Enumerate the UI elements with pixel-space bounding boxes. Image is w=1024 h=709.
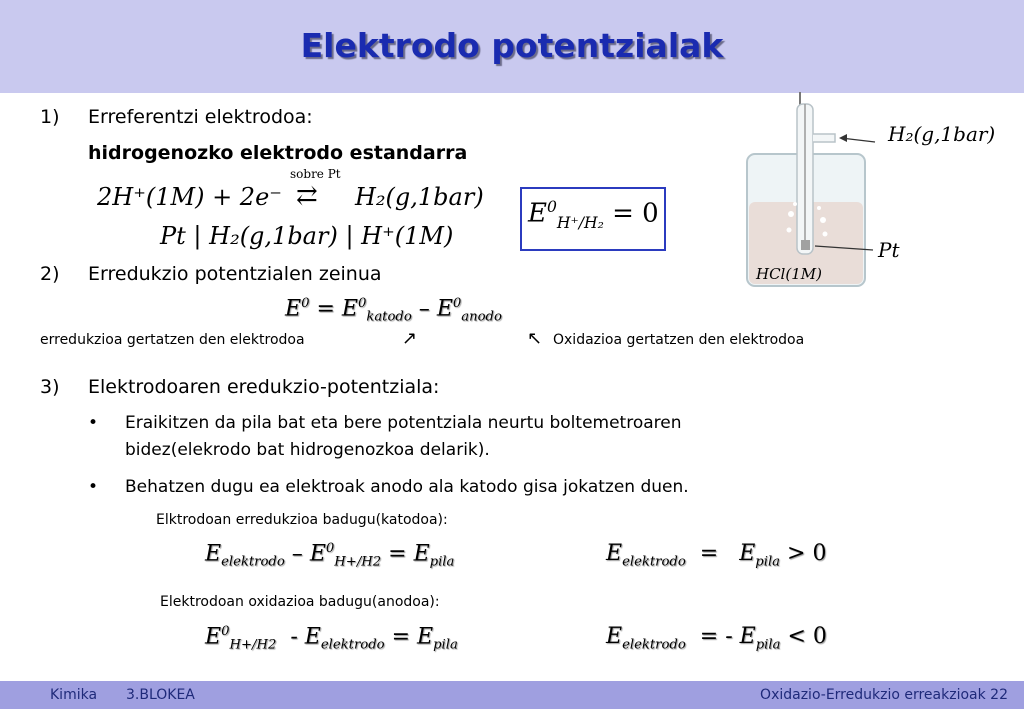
box-equation: $E^0_{H^+/H_2} = 0$ — [528, 198, 659, 232]
anode-note: Oxidazioa gertatzen den elektrodoa — [553, 332, 805, 348]
bullet-icon: • — [88, 477, 99, 497]
slide-title: Elektrodo potentzialak — [300, 26, 724, 65]
section1-number: 1) — [40, 106, 60, 128]
bullet-text-1-cont: bidez(elekrodo bat hidrogenozkoa delarik). — [125, 440, 490, 460]
h2-gas-label: H₂(g,1bar) — [888, 122, 996, 146]
equation-anode-case: $E^0_{H+/H2} - E_{elektrodo} = E_{pila}$ — [205, 624, 458, 653]
cathode-arrow-icon: ↗ — [402, 328, 418, 349]
bullet-text-2: Behatzen dugu ea elektroak anodo ala katodo gisa jokatzen duen. — [125, 477, 689, 497]
section3-label: Elektrodoaren eredukzio-potentziala: — [88, 376, 440, 398]
gas-inlet — [813, 134, 835, 142]
section2-label: Erredukzio potentzialen zeinua — [88, 263, 382, 285]
equation-cathode-case: $E_{elektrodo} - E^0_{H+/H2} = E_{pila}$ — [205, 541, 455, 570]
reaction-arrow: ⇄ — [296, 181, 318, 211]
footer-block: 3.BLOKEA — [126, 687, 195, 703]
equation-anode-result: $E_{elektrodo}$ = - $E_{pila} < 0$ — [606, 624, 827, 653]
case1-label: Elktrodoan erredukzioa badugu(katodoa): — [156, 512, 448, 528]
footer-course: Kimika — [50, 687, 98, 703]
platinum-plate — [801, 240, 810, 250]
section1-label: Erreferentzi elektrodoa: — [88, 106, 313, 128]
section1-bold: hidrogenozko elektrodo estandarra — [88, 142, 468, 164]
cathode-note: erredukzioa gertatzen den elektrodoa — [40, 332, 305, 348]
reaction-catalyst: sobre Pt — [290, 167, 341, 181]
bullet-text-1: Eraikitzen da pila bat eta bere potentziala neurtu boltemetroaren — [125, 413, 682, 433]
equation-cathode-result: $E_{elektrodo} = E_{pila} > 0$ — [606, 541, 827, 570]
footer-bar — [0, 681, 1024, 709]
section3-number: 3) — [40, 376, 60, 398]
bullet-icon: • — [88, 413, 99, 433]
cell-notation: Pt | H₂(g,1bar) | H⁺(1M) — [160, 222, 454, 250]
cell-potential-formula: $E^0 = E^0_{katodo} - E^0_{anodo}$ — [285, 296, 502, 325]
anode-arrow-icon: ↖ — [527, 328, 543, 349]
section2-number: 2) — [40, 263, 60, 285]
footer-topic-page: Oxidazio-Erredukzio erreakzioak 22 — [760, 687, 1008, 703]
reaction-lhs: 2H⁺(1M) + 2e⁻ — [97, 183, 282, 211]
pt-label: Pt — [878, 238, 900, 262]
hcl-label: HCl(1M) — [756, 265, 822, 283]
case2-label: Elektrodoan oxidazioa badugu(anodoa): — [160, 594, 440, 610]
reaction-rhs: H₂(g,1bar) — [355, 183, 484, 211]
